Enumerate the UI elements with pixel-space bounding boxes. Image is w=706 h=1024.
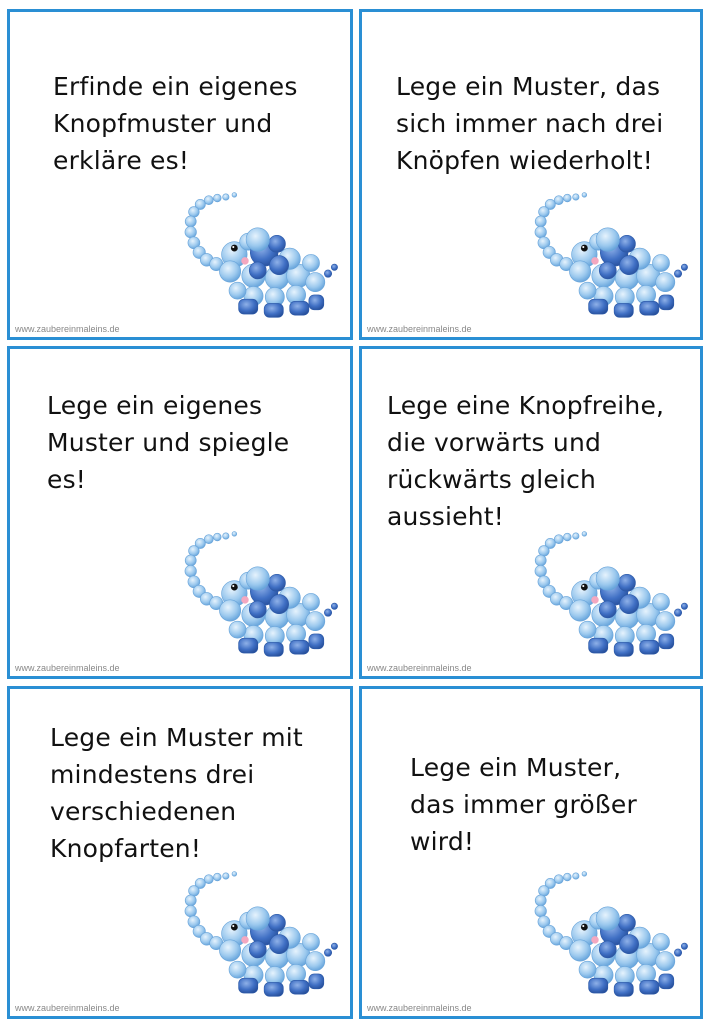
button-elephant-illustration bbox=[529, 185, 694, 325]
button-elephant-illustration bbox=[529, 524, 694, 664]
task-text bbox=[387, 387, 664, 535]
task-card-3 bbox=[7, 346, 353, 679]
task-line: Knöpfen wiederholt! bbox=[396, 146, 653, 175]
task-card-6 bbox=[359, 686, 703, 1019]
task-line: rückwärts gleich bbox=[387, 465, 597, 494]
task-line: Muster und spiegle bbox=[47, 428, 290, 457]
website-credit: www.zaubereinmaleins.de bbox=[367, 663, 472, 673]
task-line: sich immer nach drei bbox=[396, 109, 664, 138]
task-card-1 bbox=[7, 9, 353, 340]
button-elephant-illustration bbox=[179, 524, 344, 664]
task-card-2 bbox=[359, 9, 703, 340]
task-line: erkläre es! bbox=[53, 146, 190, 175]
task-text bbox=[50, 719, 303, 867]
task-card-5 bbox=[7, 686, 353, 1019]
task-line: aussieht! bbox=[387, 502, 505, 531]
task-line: Lege ein eigenes bbox=[47, 391, 263, 420]
task-line: Lege ein Muster, das bbox=[396, 72, 661, 101]
task-text bbox=[410, 749, 637, 860]
task-line: Erfinde ein eigenes bbox=[53, 72, 298, 101]
button-elephant-illustration bbox=[179, 185, 344, 325]
button-elephant-illustration bbox=[529, 864, 694, 1004]
website-credit: www.zaubereinmaleins.de bbox=[15, 1003, 120, 1013]
task-line: die vorwärts und bbox=[387, 428, 602, 457]
task-line: wird! bbox=[410, 827, 475, 856]
task-line: Lege ein Muster, bbox=[410, 753, 622, 782]
website-credit: www.zaubereinmaleins.de bbox=[367, 324, 472, 334]
task-card-4 bbox=[359, 346, 703, 679]
task-text bbox=[47, 387, 289, 498]
website-credit: www.zaubereinmaleins.de bbox=[15, 663, 120, 673]
task-line: verschiedenen bbox=[50, 797, 237, 826]
task-text bbox=[53, 68, 298, 179]
task-line: Lege eine Knopfreihe, bbox=[387, 391, 665, 420]
task-line: mindestens drei bbox=[50, 760, 255, 789]
task-line: Knopfmuster und bbox=[53, 109, 273, 138]
task-text bbox=[396, 68, 663, 179]
task-line: Lege ein Muster mit bbox=[50, 723, 303, 752]
task-line: es! bbox=[47, 465, 87, 494]
website-credit: www.zaubereinmaleins.de bbox=[15, 324, 120, 334]
button-elephant-illustration bbox=[179, 864, 344, 1004]
task-line: Knopfarten! bbox=[50, 834, 202, 863]
task-line: das immer größer bbox=[410, 790, 637, 819]
website-credit: www.zaubereinmaleins.de bbox=[367, 1003, 472, 1013]
